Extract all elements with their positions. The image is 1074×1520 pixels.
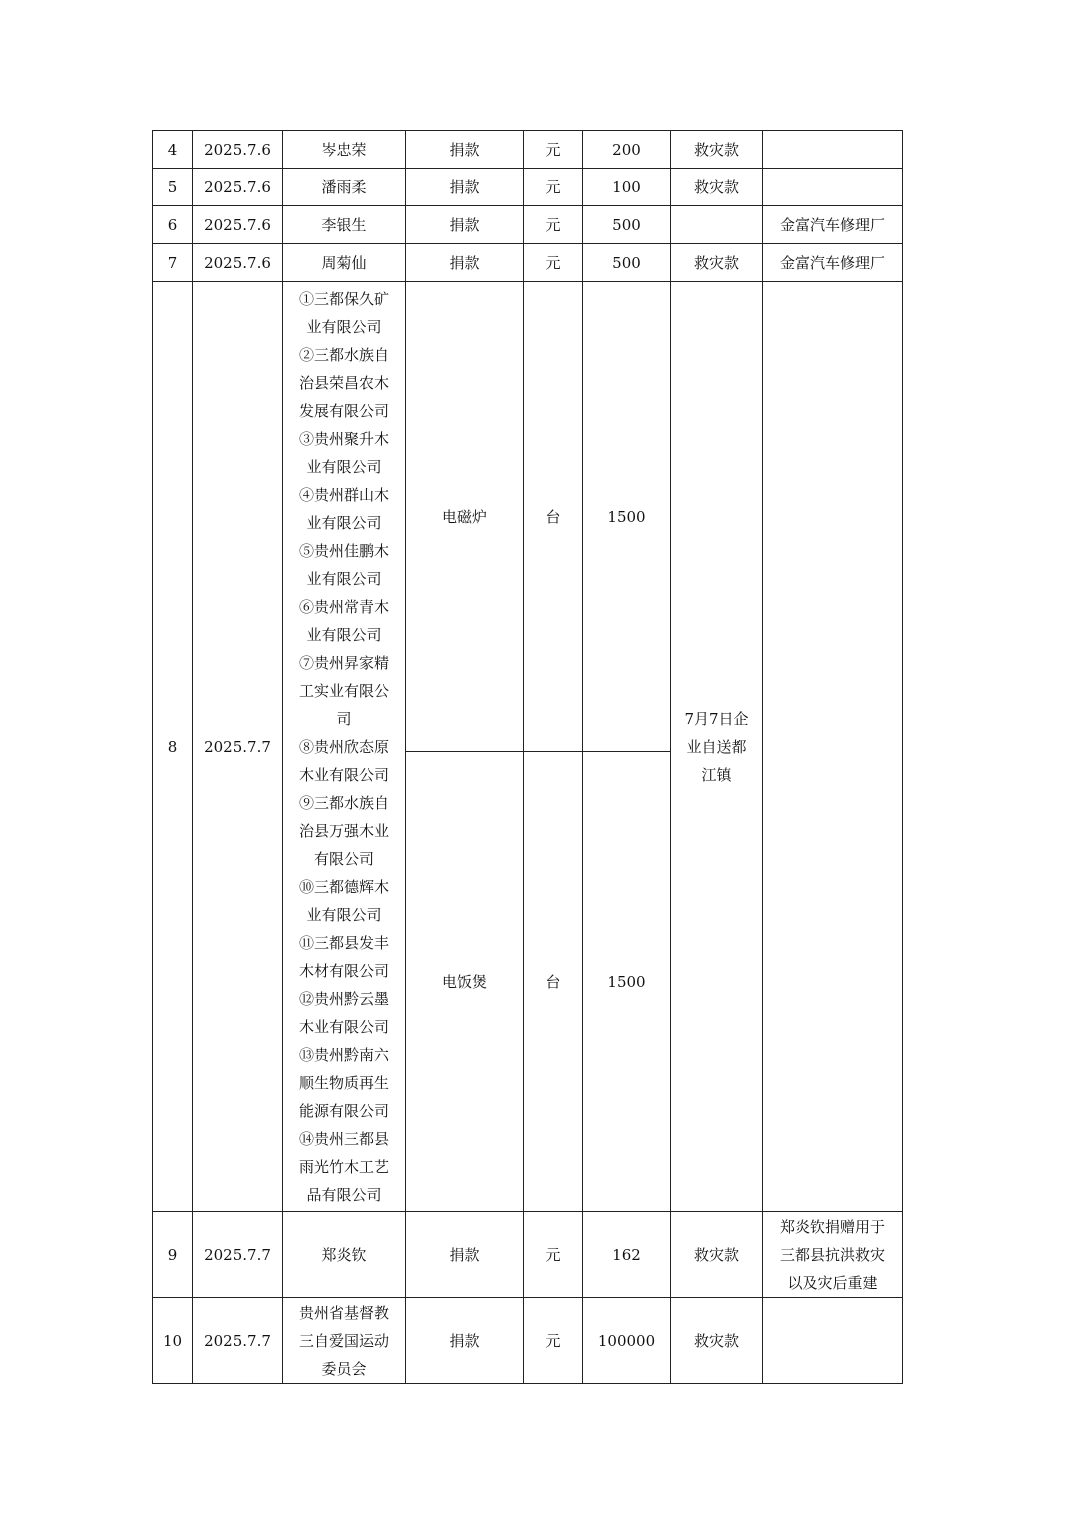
unit-cell: 元 <box>524 206 583 244</box>
donor-line: ⑦贵州昇家精 <box>298 653 389 672</box>
donor-line: ⑭贵州三都县 <box>298 1129 389 1148</box>
purpose-cell: 救灾款 <box>671 244 763 282</box>
qty-cell: 100000 <box>583 1298 671 1384</box>
table-row <box>153 244 903 282</box>
purpose-line: 江镇 <box>701 765 732 784</box>
date-cell: 2025.7.6 <box>193 244 283 282</box>
donor-line: 能源有限公司 <box>298 1101 389 1120</box>
donor-line: 业有限公司 <box>306 569 382 588</box>
seq-cell: 8 <box>153 282 193 1212</box>
unit-cell: 元 <box>524 1212 583 1298</box>
donor-line: 业有限公司 <box>306 317 382 336</box>
date-cell: 2025.7.6 <box>193 169 283 206</box>
purpose-cell: 救灾款 <box>671 169 763 206</box>
purpose-cell: 救灾款 <box>671 131 763 169</box>
donor-line: ①三都保久矿 <box>298 289 389 308</box>
purpose-cell: 救灾款 <box>671 1298 763 1384</box>
remark-line: 以及灾后重建 <box>787 1273 878 1292</box>
unit-cell: 台 <box>524 282 583 752</box>
donor-line: 业有限公司 <box>306 905 382 924</box>
qty-cell: 500 <box>583 244 671 282</box>
date-cell: 2025.7.7 <box>193 1298 283 1384</box>
donor-line: ⑧贵州欣态原 <box>298 737 389 756</box>
donor-line: 有限公司 <box>313 849 374 868</box>
item-cell: 捐款 <box>406 1212 524 1298</box>
remark-cell <box>763 131 903 169</box>
unit-cell: 元 <box>524 1298 583 1384</box>
donor-line: ⑫贵州黔云墨 <box>298 989 389 1008</box>
qty-cell: 1500 <box>583 282 671 752</box>
seq-cell: 6 <box>153 206 193 244</box>
remark-line: 三都县抗洪救灾 <box>779 1245 885 1264</box>
donor-cell: 岑忠荣 <box>283 131 406 169</box>
donor-cell: 李银生 <box>283 206 406 244</box>
purpose-cell <box>671 282 763 1212</box>
remark-cell <box>763 1212 903 1298</box>
purpose-line: 业自送都 <box>686 737 747 756</box>
donor-cell: 郑炎钦 <box>283 1212 406 1298</box>
donor-line: 业有限公司 <box>306 513 382 532</box>
table-row <box>153 1298 903 1384</box>
donor-line: 司 <box>336 709 352 728</box>
item-cell: 捐款 <box>406 244 524 282</box>
donor-line: ④贵州群山木 <box>298 485 389 504</box>
table-row <box>153 169 903 206</box>
qty-cell: 200 <box>583 131 671 169</box>
qty-cell: 500 <box>583 206 671 244</box>
seq-cell: 4 <box>153 131 193 169</box>
donor-line: 三自爱国运动 <box>298 1331 389 1350</box>
donor-line: ⑥贵州常青木 <box>298 597 389 616</box>
donor-line: 贵州省基督教 <box>298 1303 389 1322</box>
donor-cell: 潘雨柔 <box>283 169 406 206</box>
table-row <box>153 206 903 244</box>
unit-cell: 台 <box>524 752 583 1212</box>
purpose-cell <box>671 206 763 244</box>
date-cell: 2025.7.6 <box>193 206 283 244</box>
remark-line: 郑炎钦捐赠用于 <box>779 1217 885 1236</box>
date-cell: 2025.7.6 <box>193 131 283 169</box>
donor-line: ⑨三都水族自 <box>298 793 389 812</box>
date-cell: 2025.7.7 <box>193 282 283 1212</box>
item-cell: 电饭煲 <box>406 752 524 1212</box>
donor-line: 木业有限公司 <box>298 765 389 784</box>
seq-cell: 7 <box>153 244 193 282</box>
remark-cell <box>763 169 903 206</box>
remark-cell: 金富汽车修理厂 <box>763 244 903 282</box>
table-row <box>153 1212 903 1298</box>
qty-cell: 1500 <box>583 752 671 1212</box>
donor-cell <box>283 1298 406 1384</box>
seq-cell: 9 <box>153 1212 193 1298</box>
item-cell: 捐款 <box>406 131 524 169</box>
item-cell: 捐款 <box>406 1298 524 1384</box>
unit-cell: 元 <box>524 169 583 206</box>
seq-cell: 5 <box>153 169 193 206</box>
donor-line: ⑤贵州佳鹏木 <box>298 541 389 560</box>
donor-line: 顺生物质再生 <box>298 1073 389 1092</box>
purpose-cell: 救灾款 <box>671 1212 763 1298</box>
purpose-line: 7月7日企 <box>684 709 749 728</box>
donor-list-cell <box>283 282 406 1212</box>
donor-line: 业有限公司 <box>306 625 382 644</box>
donor-line: 委员会 <box>321 1359 367 1378</box>
unit-cell: 元 <box>524 131 583 169</box>
seq-cell: 10 <box>153 1298 193 1384</box>
date-cell: 2025.7.7 <box>193 1212 283 1298</box>
donor-line: 雨光竹木工艺 <box>298 1157 389 1176</box>
table-row <box>153 282 903 752</box>
donor-line: 工实业有限公 <box>298 681 389 700</box>
qty-cell: 100 <box>583 169 671 206</box>
item-cell: 捐款 <box>406 206 524 244</box>
table-row <box>153 131 903 169</box>
item-cell: 捐款 <box>406 169 524 206</box>
donor-cell: 周菊仙 <box>283 244 406 282</box>
qty-cell: 162 <box>583 1212 671 1298</box>
unit-cell: 元 <box>524 244 583 282</box>
item-cell: 电磁炉 <box>406 282 524 752</box>
donor-line: ②三都水族自 <box>298 345 389 364</box>
remark-cell <box>763 282 903 1212</box>
donor-line: 木材有限公司 <box>298 961 389 980</box>
donor-line: 品有限公司 <box>306 1185 382 1204</box>
donor-line: 治县万强木业 <box>298 821 389 840</box>
donor-line: ⑬贵州黔南六 <box>298 1045 389 1064</box>
donor-line: 木业有限公司 <box>298 1017 389 1036</box>
remark-cell <box>763 1298 903 1384</box>
donor-line: 发展有限公司 <box>298 401 389 420</box>
donor-line: ⑩三都德辉木 <box>298 877 389 896</box>
donor-line: 业有限公司 <box>306 457 382 476</box>
donation-table <box>152 130 903 1384</box>
donor-line: 治县荣昌农木 <box>298 373 389 392</box>
donor-line: ⑪三都县发丰 <box>298 933 389 952</box>
donor-line: ③贵州聚升木 <box>298 429 389 448</box>
remark-cell: 金富汽车修理厂 <box>763 206 903 244</box>
